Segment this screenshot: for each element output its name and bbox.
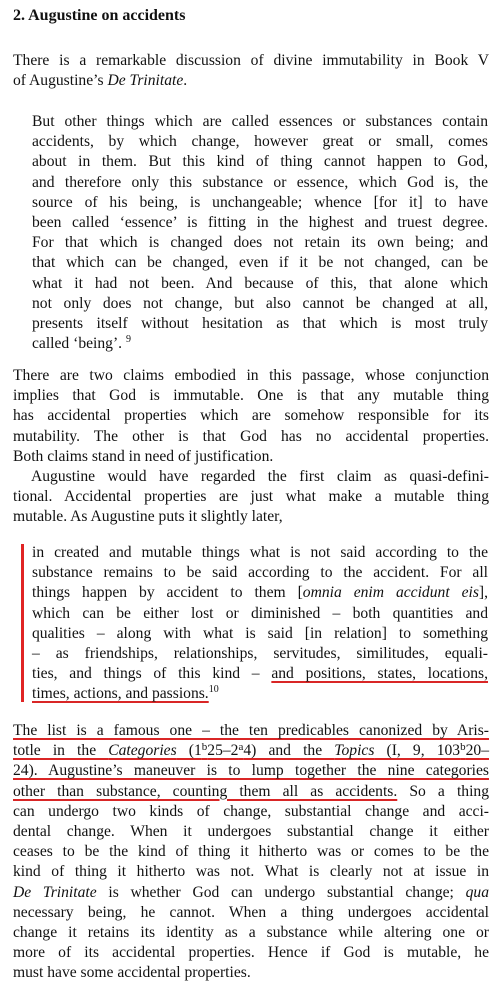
quote1-line: presents itself without hesitation as that which is most truly [32,315,488,333]
para2-line: implies that God is immutable. One is that any mutable thing [13,387,489,405]
para4-line: more of its accidental properties. Hence if God is mutable, he [13,944,489,962]
quote2-line: in created and mutable things what is not said according to the [32,544,488,561]
quote2-line: – as friendships, relationships, servitudes, similitudes, equali- [32,645,488,663]
para4-line: kind of thing it hitherto was not. What is clearly not at issue in [13,863,489,881]
para4-line: ceases to be the kind of thing it hitherto was or comes to be the [13,843,489,861]
underlined-phrase: and positions, states, locations, [271,665,489,683]
footnote-marker: 9 [125,334,131,346]
work-title: De Trinitate [107,72,184,90]
para4-line: change it retains its identity as a substance while altering one or [13,924,489,942]
para4-line: necessary being, he cannot. When a thing undergoes accidental [13,903,489,921]
para4-line: other than substance, counting them all as accidents. So a thing [13,782,489,800]
quote2-line: qualities – along with what is said [in relation] to something [32,624,488,642]
quote1-line: accidents, by which change, however great or small, comes [32,133,488,151]
paragraph-two-claims [13,366,489,528]
para2-line: mutability. The other is that God has no accidental properties. [13,427,489,445]
underlined-phrase: times, actions, and passions. [32,685,209,703]
quote1-line: not only does not change, but also cannot be changed at all, [32,294,488,312]
para3-line: mutable. As Augustine puts it slightly later, [13,508,283,526]
quote1-line: that which can be changed, even if it be not changed, can be [32,254,488,272]
quote2-line: things happen by accident to them [omnia enim accidunt eis], [32,584,488,602]
paragraph-predicables [13,721,489,984]
para4-line [13,741,489,761]
footnote-marker: 10 [208,684,219,696]
quote1-line: been called ‘essence’ is fitting in the highest and truest degree. [32,214,488,232]
para2-line: There are two claims embodied in this passage, whose conjunction [13,367,489,384]
quote2-line: substance remains to be said according to the accident. For all [32,564,488,582]
red-margin-annotation [21,544,24,702]
quote1-line: what it had not been. And because of this, that alone which [32,274,488,292]
latin-phrase: omnia enim accidunt eis [302,584,479,602]
quote2-line: which can be either lost or diminished – both quantities and [32,604,488,622]
para2-line: has accidental properties which are somehow responsible for its [13,407,489,425]
para4-line: The list is a famous one – the ten predicables canonized by Aris- [13,722,489,739]
quote1-last-line: called ‘being’. $^9$ [32,334,131,353]
para4-line: must have some accidental properties. [13,964,251,982]
quote1-line: and therefore only this substance or essence, which God is, the [32,173,488,191]
intro-paragraph [13,51,489,91]
para3-line: tional. Accidental properties are just what make a mutable thing [13,488,489,506]
section-heading: 2. Augustine on accidents [13,7,186,24]
para4-line: De Trinitate is whether God can undergo substantial change; qua [13,883,489,901]
para4-line: 24). Augustine’s maneuver is to lump together the nine categories [13,762,489,780]
para2-line: Both claims stand in need of justification. [13,447,274,465]
intro-line-1: There is a remarkable discussion of divine immutability in Book V [13,52,489,69]
para4-line: can undergo two kinds of change, substantial change and acci- [13,802,489,820]
quote2-line: ties, and things of this kind – and positions, states, locations, [32,665,489,683]
quote1-line: But other things which are called essences or substances contain [32,113,488,130]
underlined-citation: totle in the Categories (1$^b$25–2$^a$4) and the Topics (I, 9, 103$^b$20– [13,741,489,760]
quote1-line: For that which is changed does not retain its own being; and [32,234,488,252]
quote2-line [32,684,488,704]
block-quote-1 [32,112,488,354]
block-quote-2 [32,543,488,705]
intro-line-2: of Augustine’s De Trinitate. [13,72,188,90]
para4-line: dental change. When it undergoes substantial change it either [13,823,489,841]
para3-line: Augustine would have regarded the first claim as quasi-defini- [31,468,489,486]
quote1-line: source of his being, is unchangeable; whence [for it] to have [32,193,488,211]
quote1-line: about in them. But this kind of thing cannot happen to God, [32,153,488,171]
